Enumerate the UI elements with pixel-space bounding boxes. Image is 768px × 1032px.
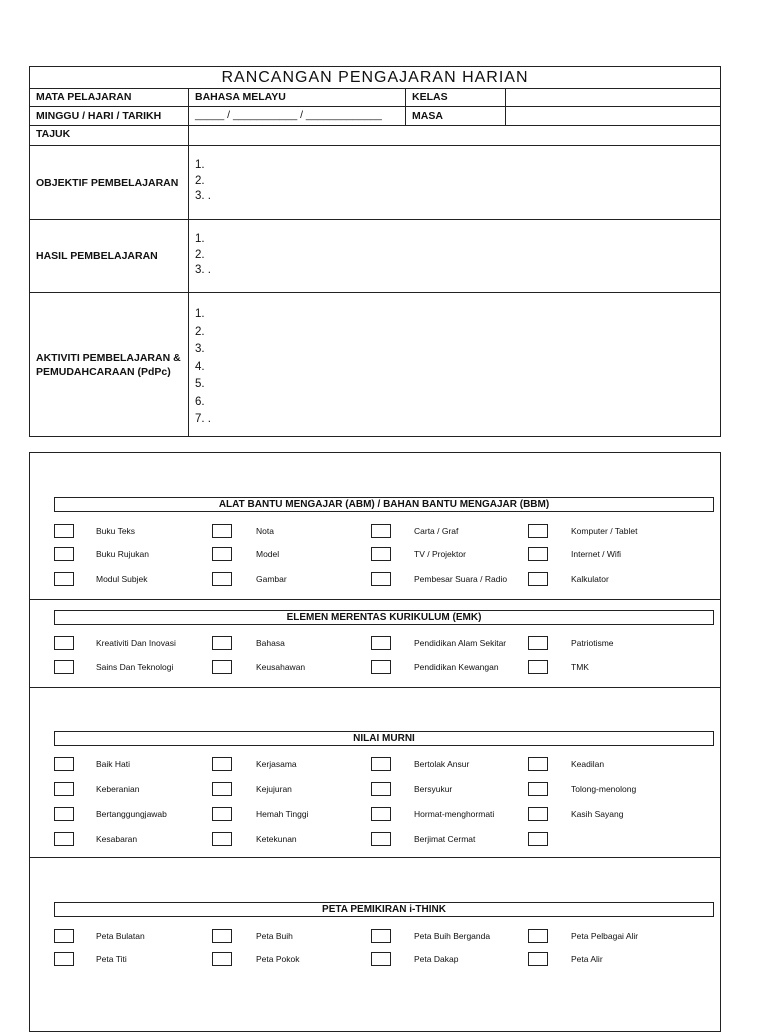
section-divider <box>30 857 720 858</box>
objective-item: 2. <box>195 174 205 187</box>
checkbox[interactable] <box>54 757 74 771</box>
checkbox[interactable] <box>212 547 232 561</box>
objective-item: 3. . <box>195 190 211 202</box>
week-row <box>30 107 720 126</box>
checkbox-label: Patriotisme <box>571 638 614 648</box>
activity-item: 4. <box>195 360 205 373</box>
objective-item: 1. <box>195 159 205 171</box>
subject-value[interactable]: BAHASA MELAYU <box>189 89 406 106</box>
checkbox-label: Berjimat Cermat <box>414 834 476 844</box>
checkbox[interactable] <box>54 660 74 674</box>
objective-label-text: OBJEKTIF PEMBELAJARAN <box>36 176 179 189</box>
checkbox-label: Kalkulator <box>571 574 609 584</box>
page-title: RANCANGAN PENGAJARAN HARIAN <box>221 69 529 86</box>
checkbox[interactable] <box>528 636 548 650</box>
checklist-panel <box>29 452 721 1032</box>
checkbox[interactable] <box>528 782 548 796</box>
checkbox[interactable] <box>371 832 391 846</box>
checkbox[interactable] <box>54 547 74 561</box>
checkbox-label: Modul Subjek <box>96 574 148 584</box>
checkbox-label: Sains Dan Teknologi <box>96 662 174 672</box>
topic-value[interactable] <box>189 126 720 145</box>
checkbox-label: Pembesar Suara / Radio <box>414 574 508 584</box>
checkbox-label: Bertolak Ansur <box>414 759 470 769</box>
activity-list[interactable] <box>189 293 720 436</box>
class-value[interactable] <box>506 89 720 106</box>
checkbox[interactable] <box>212 524 232 538</box>
checkbox[interactable] <box>212 782 232 796</box>
checkbox-label: Hormat-menghormati <box>414 809 495 819</box>
checkbox[interactable] <box>54 952 74 966</box>
outcome-item: 3. . <box>195 264 211 276</box>
checkbox-label: Kesabaran <box>96 834 138 844</box>
checkbox[interactable] <box>528 929 548 943</box>
outcome-item: 2. <box>195 248 205 261</box>
checkbox-label: TV / Projektor <box>414 549 466 559</box>
checkbox[interactable] <box>212 952 232 966</box>
checkbox[interactable] <box>54 636 74 650</box>
checkbox-label: Kerjasama <box>256 759 297 769</box>
objective-list[interactable] <box>189 146 720 219</box>
time-label: MASA <box>406 107 506 125</box>
checkbox[interactable] <box>528 757 548 771</box>
checkbox[interactable] <box>212 832 232 846</box>
checkbox-label: Peta Buih <box>256 931 293 941</box>
checkbox[interactable] <box>212 636 232 650</box>
checkbox-label: Keberanian <box>96 784 140 794</box>
subject-row <box>30 89 720 107</box>
activity-row <box>30 293 720 436</box>
checkbox[interactable] <box>212 572 232 586</box>
checkbox-label: Kejujuran <box>256 784 292 794</box>
checkbox-label: Buku Rujukan <box>96 549 149 559</box>
checkbox[interactable] <box>54 929 74 943</box>
checkbox-label: Ketekunan <box>256 834 297 844</box>
week-value[interactable]: _____ / ___________ / _____________ <box>189 107 406 125</box>
checkbox-label: Keadilan <box>571 759 605 769</box>
checkbox[interactable] <box>54 572 74 586</box>
checkbox-label: Model <box>256 549 280 559</box>
checkbox[interactable] <box>371 524 391 538</box>
objective-row <box>30 146 720 220</box>
objective-label <box>30 146 189 219</box>
checkbox[interactable] <box>528 952 548 966</box>
outcome-item: 1. <box>195 233 205 245</box>
checkbox-label: Peta Bulatan <box>96 931 145 941</box>
outcome-row <box>30 220 720 293</box>
checkbox[interactable] <box>528 660 548 674</box>
activity-item: 6. <box>195 395 205 408</box>
checkbox-label: Nota <box>256 526 274 536</box>
checkbox[interactable] <box>371 807 391 821</box>
abm-heading: ALAT BANTU MENGAJAR (ABM) / BAHAN BANTU MENGAJAR (BBM) <box>54 497 714 512</box>
checkbox-label: Baik Hati <box>96 759 131 769</box>
checkbox[interactable] <box>528 524 548 538</box>
checkbox[interactable] <box>371 757 391 771</box>
subject-label: MATA PELAJARAN <box>30 89 189 106</box>
checkbox[interactable] <box>371 547 391 561</box>
class-label: KELAS <box>406 89 506 106</box>
checkbox[interactable] <box>528 547 548 561</box>
checkbox-label: Peta Pokok <box>256 954 300 964</box>
checkbox-label: Pendidikan Alam Sekitar <box>414 638 507 648</box>
nilai-heading: NILAI MURNI <box>54 731 714 746</box>
activity-item: 7. . <box>195 413 211 425</box>
checkbox[interactable] <box>371 636 391 650</box>
week-label: MINGGU / HARI / TARIKH <box>30 107 189 125</box>
checkbox[interactable] <box>212 757 232 771</box>
checkbox-label: Peta Pelbagai Alir <box>571 931 639 941</box>
activity-item: 2. <box>195 325 205 338</box>
checkbox-label: Bahasa <box>256 638 285 648</box>
checkbox-label: Gambar <box>256 574 287 584</box>
checkbox[interactable] <box>371 660 391 674</box>
checkbox-label: Kreativiti Dan Inovasi <box>96 638 176 648</box>
activity-item: 5. <box>195 378 205 390</box>
checkbox[interactable] <box>54 807 74 821</box>
activity-item: 3. <box>195 343 205 355</box>
checkbox-label: Carta / Graf <box>414 526 459 536</box>
checkbox[interactable] <box>528 832 548 846</box>
checkbox[interactable] <box>54 524 74 538</box>
checkbox-label: Tolong-menolong <box>571 784 637 794</box>
checkbox[interactable] <box>54 832 74 846</box>
checkbox-label: TMK <box>571 662 589 672</box>
topic-label: TAJUK <box>30 126 189 145</box>
activity-item: 1. <box>195 308 205 320</box>
checkbox-label: Peta Dakap <box>414 954 459 964</box>
checkbox-label: Pendidikan Kewangan <box>414 662 499 672</box>
checkbox-label: Peta Titi <box>96 954 127 964</box>
checkbox-label: Keusahawan <box>256 662 306 672</box>
checkbox-label: Bersyukur <box>414 784 453 794</box>
activity-label <box>30 293 189 436</box>
ithink-heading: PETA PEMIKIRAN i-THINK <box>54 902 714 917</box>
section-divider <box>30 687 720 688</box>
title-row <box>30 67 720 89</box>
checkbox[interactable] <box>371 782 391 796</box>
checkbox[interactable] <box>371 952 391 966</box>
checkbox-label: Bertanggungjawab <box>96 809 167 819</box>
checkbox-label: Internet / Wifi <box>571 549 622 559</box>
section-divider <box>30 599 720 600</box>
rph-table <box>29 66 721 437</box>
checkbox-label: Hemah Tinggi <box>256 809 309 819</box>
checkbox-label: Komputer / Tablet <box>571 526 638 536</box>
topic-row <box>30 126 720 146</box>
time-value[interactable] <box>506 107 720 125</box>
checkbox-label: Peta Alir <box>571 954 603 964</box>
checkbox[interactable] <box>212 929 232 943</box>
checkbox[interactable] <box>528 807 548 821</box>
checkbox[interactable] <box>212 807 232 821</box>
checkbox-label: Peta Buih Berganda <box>414 931 491 941</box>
outcome-label-text: HASIL PEMBELAJARAN <box>36 250 158 262</box>
checkbox[interactable] <box>212 660 232 674</box>
outcome-list[interactable] <box>189 220 720 292</box>
checkbox-label: Buku Teks <box>96 526 136 536</box>
emk-heading: ELEMEN MERENTAS KURIKULUM (EMK) <box>54 610 714 625</box>
checkbox-label: Kasih Sayang <box>571 809 624 819</box>
outcome-label <box>30 220 189 292</box>
checkbox[interactable] <box>54 782 74 796</box>
checkbox[interactable] <box>371 929 391 943</box>
activity-label-text: AKTIVITI PEMBELAJARAN & PEMUDAHCARAAN (PdPc) <box>36 351 181 378</box>
checkbox[interactable] <box>528 572 548 586</box>
checkbox[interactable] <box>371 572 391 586</box>
